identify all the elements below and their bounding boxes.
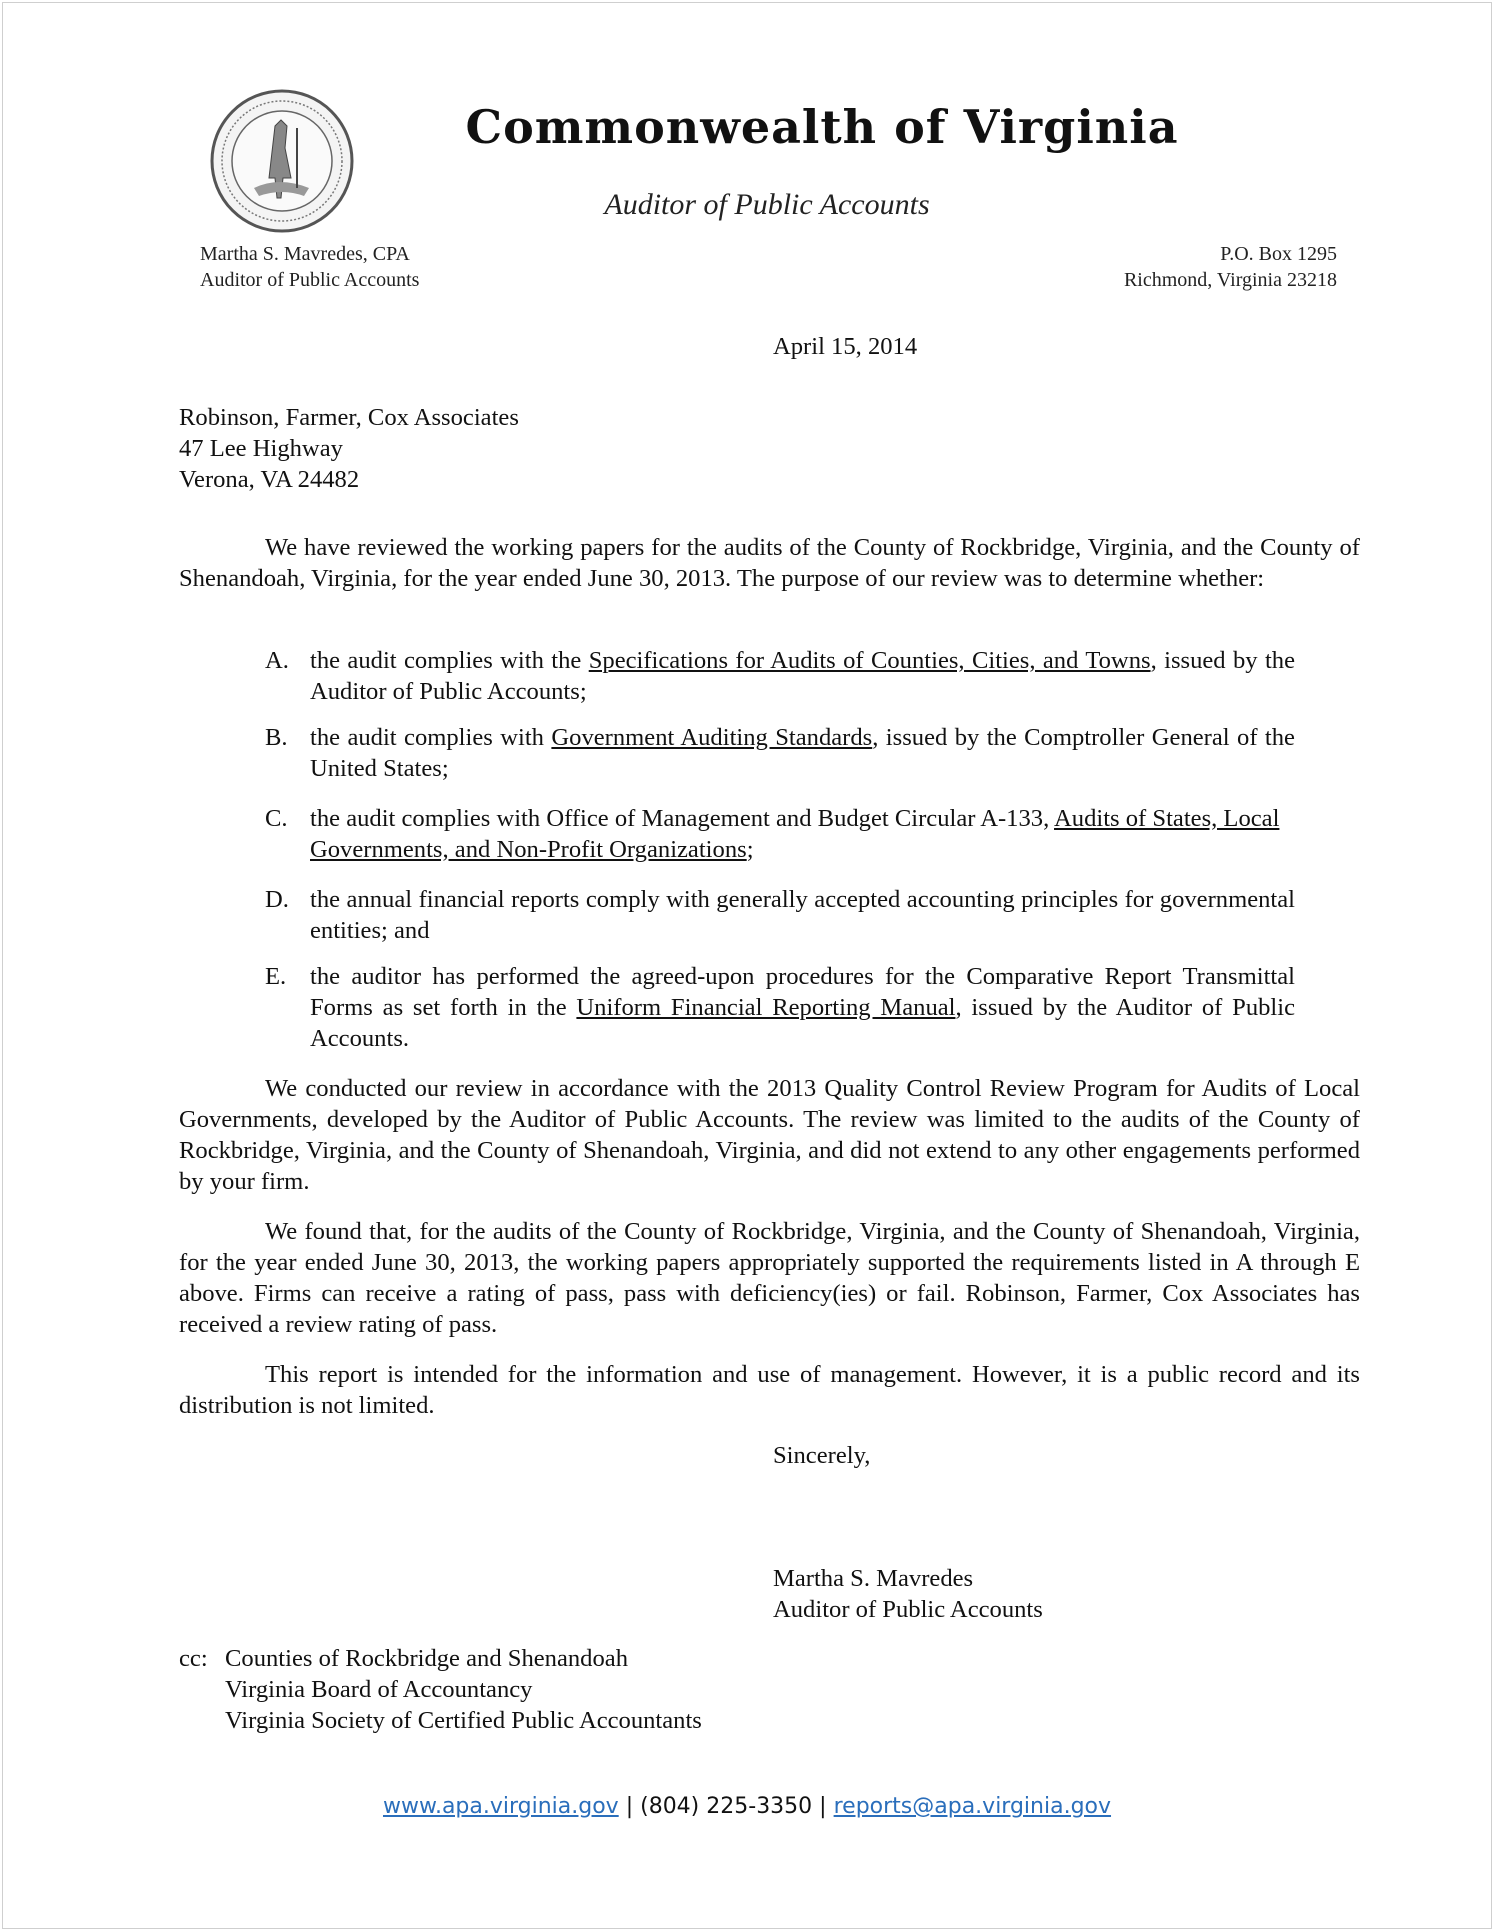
- website-link[interactable]: www.apa.virginia.gov: [382, 1794, 619, 1819]
- item-letter: A.: [265, 647, 289, 674]
- paragraph-review-scope: We conducted our review in accordance with the 2013 Quality Control Review Program for Audits of Local Governments, developed by the Auditor of Public Accounts. The review was limited to the audits of the County of Rockbridge, Virginia, and the County of Shenandoah, Virginia, and did not extend to any other engagements performed by your firm.: [179, 1075, 1360, 1195]
- list-item: [265, 722, 1295, 784]
- closing: Sincerely,: [773, 1442, 871, 1469]
- item-text: , issued by the Comptroller General of the United States;: [310, 724, 1295, 782]
- sender-title: Auditor of Public Accounts: [200, 269, 420, 291]
- list-item: [265, 961, 1295, 1054]
- cc-recipient: Virginia Society of Certified Public Accountants: [225, 1707, 702, 1734]
- item-reference: Audits of States, Local Governments, and Non-Profit Organizations: [310, 805, 1280, 863]
- city-state: Richmond, Virginia 23218: [1123, 269, 1337, 291]
- item-letter: E.: [265, 963, 287, 990]
- item-reference: Specifications for Audits of Counties, Cities, and Towns: [588, 647, 1151, 674]
- signature-block: [773, 1563, 1043, 1625]
- paragraph-findings: We found that, for the audits of the County of Rockbridge, Virginia, and the County of Shenandoah, Virginia, for the year ended June 30, 2013, the working papers appropriately supported the requirements listed in A through E above. Firms can receive a rating of pass, pass with deficiency(ies) or fail. Robinson, Farmer, Cox Associates has received a review rating of pass.: [179, 1218, 1360, 1338]
- item-text: the audit complies with the: [310, 647, 589, 674]
- footer-separator: |: [812, 1794, 834, 1819]
- item-letter: D.: [265, 886, 289, 913]
- email-link[interactable]: reports@apa.virginia.gov: [833, 1794, 1112, 1819]
- footer-separator: |: [618, 1794, 641, 1819]
- item-letter: B.: [265, 724, 288, 751]
- paragraph-distribution: This report is intended for the information and use of management. However, it is a public record and its distribution is not limited.: [179, 1361, 1360, 1419]
- item-text: , issued by the Auditor of Public Accounts.: [310, 994, 1295, 1052]
- letter-date: April 15, 2014: [773, 333, 918, 360]
- cc-recipient: Virginia Board of Accountancy: [225, 1676, 533, 1703]
- item-reference: Uniform Financial Reporting Manual: [576, 994, 956, 1021]
- item-letter: C.: [265, 805, 288, 832]
- item-text: the auditor has performed the agreed-upon procedures for the Comparative Report Transmittal Forms as set forth in the: [310, 963, 1295, 1021]
- address-block: [1124, 241, 1337, 293]
- po-box: P.O. Box 1295: [1220, 243, 1337, 265]
- recipient-line: Robinson, Farmer, Cox Associates: [179, 404, 519, 431]
- letterhead-title: Commonwealth of Virginia: [465, 100, 1179, 154]
- signer-title: Auditor of Public Accounts: [773, 1596, 1043, 1623]
- cc-recipient: Counties of Rockbridge and Shenandoah: [225, 1645, 628, 1672]
- signer-name: Martha S. Mavredes: [773, 1565, 974, 1592]
- item-reference: Government Auditing Standards: [551, 724, 873, 751]
- recipient-line: 47 Lee Highway: [179, 435, 343, 462]
- recipient-address: [179, 402, 519, 495]
- footer: [0, 1794, 1494, 1819]
- list-item: [265, 884, 1295, 946]
- paragraph-intro: We have reviewed the working papers for the audits of the County of Rockbridge, Virginia, and the County of Shenandoah, Virginia, for the year ended June 30, 2013. The purpose of our review was to determine whether:: [179, 534, 1360, 592]
- item-text: ;: [746, 836, 754, 863]
- item-text: the annual financial reports comply with generally accepted accounting principles for governmental entities; and: [310, 886, 1295, 944]
- list-item: [265, 645, 1295, 707]
- sender-block: [200, 241, 419, 293]
- item-text: , issued by the Auditor of Public Accounts;: [310, 647, 1296, 705]
- item-text: the audit complies with Office of Management and Budget Circular A-133,: [310, 805, 1055, 832]
- item-text: the audit complies with: [310, 724, 552, 751]
- phone-number: (804) 225-3350: [640, 1794, 813, 1819]
- cc-label: cc:: [179, 1645, 208, 1672]
- recipient-line: Verona, VA 24482: [179, 466, 360, 493]
- sender-name: Martha S. Mavredes, CPA: [200, 243, 410, 265]
- letterhead-subtitle: Auditor of Public Accounts: [604, 188, 930, 221]
- cc-block: [179, 1643, 702, 1736]
- list-item: [265, 803, 1360, 865]
